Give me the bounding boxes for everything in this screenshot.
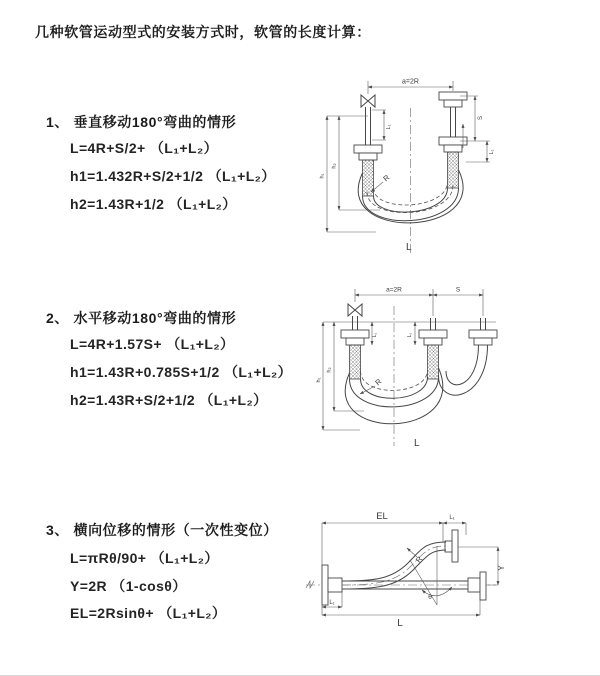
d1-right-hose-braid — [448, 152, 459, 188]
d3-left-flange — [322, 565, 342, 605]
d2-length-label: L — [414, 438, 420, 449]
d1-left-hose-braid — [363, 160, 374, 196]
d3-top-flange — [445, 530, 458, 562]
d2-left-pipe — [341, 316, 369, 379]
d2-radius-callout — [360, 377, 384, 394]
d1-dim-h1-label: h₁ — [319, 173, 326, 179]
section-2-heading: 2、 水平移动180°弯曲的情形 — [46, 310, 237, 326]
diagram-vertical-movement — [320, 70, 600, 268]
d3-length-label: L — [397, 618, 403, 629]
section-1-formula-h1: h1=1.432R+S/2+1/2 （L₁+L₂） — [70, 168, 276, 184]
diagram-lateral-displacement — [300, 500, 600, 645]
d1-valve-icon — [361, 95, 375, 107]
d3-right-flange — [468, 572, 486, 600]
d1-radius-callout — [371, 173, 392, 192]
d3-dim-el-label: EL — [376, 511, 388, 522]
d1-dimension-l1-left — [372, 110, 392, 140]
d2-dimension-a2r — [355, 287, 483, 317]
section-2-formula-h1: h1=1.43R+0.785S+1/2 （L₁+L₂） — [70, 364, 293, 380]
d2-dim-s-label: S — [455, 286, 461, 294]
d3-angle-theta-label: θ — [428, 594, 432, 601]
d3-dimension-l — [322, 600, 480, 629]
section-3-formula-L: L=πRθ/90+ （L₁+L₂） — [70, 550, 219, 566]
d1-dim-s-label: S — [478, 115, 484, 121]
d2-radius-label: R — [373, 376, 384, 388]
section-3-heading: 3、 横向位移的情形（一次性变位） — [46, 522, 278, 538]
d2-dim-a2r-label: a=2R — [386, 286, 402, 294]
diagram-horizontal-movement — [318, 278, 600, 463]
d1-left-pipe — [354, 107, 382, 196]
d2-dim-l1-mid-label: L₁ — [407, 332, 413, 338]
d3-dim-y-label: Y — [497, 565, 506, 571]
d3-dim-l1-bottom-label: L₁ — [329, 600, 335, 606]
d2-hose-wide-u-bend — [438, 345, 487, 395]
d3-radius-label: R — [413, 554, 425, 565]
section-3-formula-EL: EL=2Rsinθ+ （L₁+L₂） — [70, 605, 227, 621]
section-1-formula-h2: h2=1.43R+1/2 （L₁+L₂） — [70, 196, 237, 212]
d3-break-mark — [306, 581, 314, 588]
d2-dim-h1-label: h₁ — [316, 377, 322, 383]
d1-dim-l1-right-label: L₁ — [489, 149, 495, 155]
d1-dimension-l1-right — [466, 141, 495, 162]
d2-dim-h2-label: h₂ — [326, 367, 333, 373]
page-title: 几种软管运动型式的安装方式时，软管的长度计算： — [35, 24, 371, 40]
section-2-formula-h2: h2=1.43R+S/2+1/2 （L₁+L₂） — [70, 392, 268, 408]
d2-dimension-s — [433, 287, 483, 296]
section-3-formula-Y: Y=2R （1-cosθ） — [70, 578, 187, 594]
d2-valve-icon — [348, 304, 362, 316]
d2-left-hose-braid — [350, 345, 361, 379]
d1-length-label: L — [406, 242, 412, 253]
d1-right-pipe — [439, 92, 467, 188]
section-1-heading: 1、 垂直移动180°弯曲的情形 — [46, 114, 237, 130]
section-2-formula-L: L=4R+1.57S+ （L₁+L₂） — [70, 336, 235, 352]
d1-dim-a2r-label: a=2R — [402, 78, 419, 86]
d1-dimension-s — [460, 96, 490, 141]
d3-dimension-el — [322, 511, 443, 565]
d1-radius-label: R — [381, 172, 392, 184]
d2-middle-hose-braid — [428, 345, 439, 379]
section-1-formula-L: L=4R+S/2+ （L₁+L₂） — [70, 140, 218, 156]
d1-dim-l1-left-label: L₁ — [386, 124, 392, 130]
d2-dim-l1-left-label: L₁ — [372, 332, 378, 338]
d2-dimension-l1-mid — [407, 322, 415, 345]
d1-dim-h2-label: h₂ — [331, 163, 338, 169]
d3-dim-l1-top-label: L₁ — [449, 515, 455, 521]
d3-hose-s-curve — [342, 542, 446, 589]
d2-dimension-l1-left — [372, 322, 378, 345]
d2-middle-pipe — [419, 318, 447, 379]
